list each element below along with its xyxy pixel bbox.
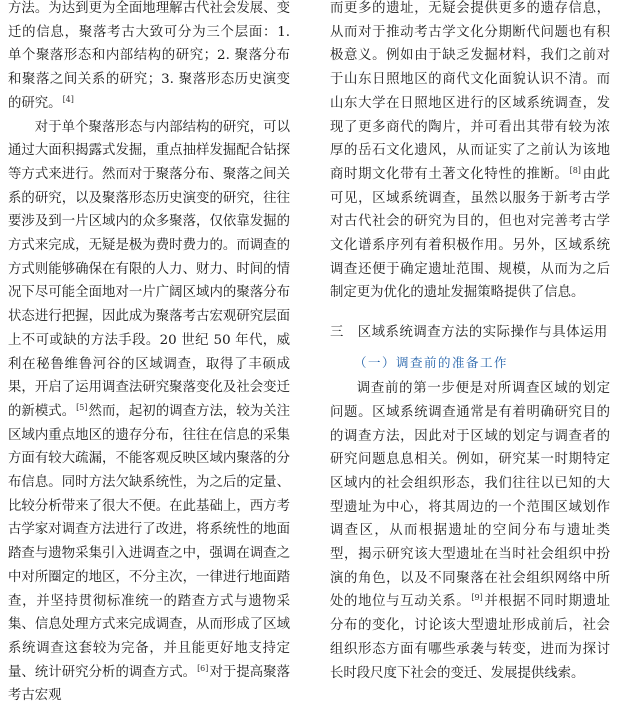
paragraph-text: 并根据不同时期遗址分布的变化，讨论该大型遗址形成前后，社会组织形态方面有哪些承袭与转变，进而为探讨长时段尺度下社会的变迁、发展提供线索。 [330, 594, 611, 681]
right-column [330, 0, 610, 685]
paragraph-text: 对于提高聚落考古宏观 [8, 664, 291, 704]
paragraph-text: 然而，起初的调查方法，较为关注区域内重点地区的遗存分布，往往在信息的采集方面有较大疏漏，不能客观反映区域内聚落的分布信息。同时方法欠缺系统性，为之后的定量、比较分析带来了很大不便。在此基础上，西方考古学家对调查方法进行了改进，将系统性的地面踏查与遗物采集引入进调查之中，强调在调查之中对所圈定的地区，不分主次，一律进行地面踏查，并坚持贯彻标准统一的踏查方式与遗物采集、信息处理方式来完成调查，从而形成了区域系统调查这套较为完备，并且能更好地支持定量、统计研究分析的调查方式。 [8, 403, 291, 680]
paragraph-4 [330, 377, 610, 685]
paragraph-2 [8, 116, 290, 708]
citation-6: [6] [197, 663, 209, 673]
left-column [8, 0, 290, 708]
paragraph-text: 对于单个聚落形态与内部结构的研究，可以通过大面积揭露式发掘，重点抽样发掘配合钻探等方式来进行。然而对于聚落分布、聚落之间关系的研究，以及聚落形态历史演变的研究，往往要涉及到一片区域内的众多聚落，仅依靠发掘的方式来完成，无疑是极为费时费力的。而调查的方式则能够确保在有限的人力、财力、时间的情况下尽可能全面地对一片广阔区域内的聚落分布状态进行把握，因此成为聚落考古宏观研究层面上不可或缺的方法手段。20 世纪 50 年代，威利在秘鲁维鲁河谷的区域调查，取得了丰硕成果，开启了运用调查法研究聚落变化及社会变迁的新模式。 [8, 119, 290, 419]
subsection-heading: （一）调查前的准备工作 [354, 355, 509, 371]
paragraph-text: 方法。为达到更为全面地理解古代社会发展、变迁的信息，聚落考古大致可分为三个层面：1. 单个聚落形态和内部结构的研究；2. 聚落分布和聚落之间关系的研究；3. 聚落形态历史演变的研究。 [8, 1, 290, 111]
section-heading: 三 区域系统调查方法的实际操作与具体运用 [330, 325, 608, 341]
paragraph-text: 而更多的遗址，无疑会提供更多的遗存信息，从而对于推动考古学文化分期断代问题也有积极意义。例如由于缺乏发掘材料，我们之前对于山东日照地区的商代文化面貌认识不清。而山东大学在日照地区进行的区域系统调查，发现了更多商代的陶片，并可看出其带有较为浓厚的岳石文化遗风，从而证实了之前认为该地商时期文化带有土著文化特性的推断。 [330, 1, 610, 182]
citation-8: [8] [569, 165, 581, 175]
paragraph-text: 调查前的第一步便是对所调查区域的划定问题。区域系统调查通常是有着明确研究目的的调查方法，因此对于区域的划定与调查者的研究问题息息相关。例如，研究某一时期特定区域内的社会组织形态，我们往往以已知的大型遗址为中心，将其周边的一个范围区域划作调查区，从而根据遗址的空间分布与遗址类型，揭示研究该大型遗址在当时社会组织中扮演的角色，以及不同聚落在社会组织网络中所处的地位与互动关系。 [330, 381, 610, 610]
paragraph-text: 由此可见，区域系统调查，虽然以服务于新考古学对古代社会的研究为目的，但也对完善考古学文化谱系序列有着积极作用。另外，区域系统调查还便于确定遗址范围、规模，从而为之后制定更为优化的遗址发掘策略提供了信息。 [330, 166, 611, 301]
citation-9: [9] [471, 593, 483, 603]
paragraph-3 [330, 0, 610, 305]
paragraph-1 [8, 0, 290, 116]
citation-5: [5] [76, 402, 88, 412]
citation-4: [4] [62, 94, 74, 104]
